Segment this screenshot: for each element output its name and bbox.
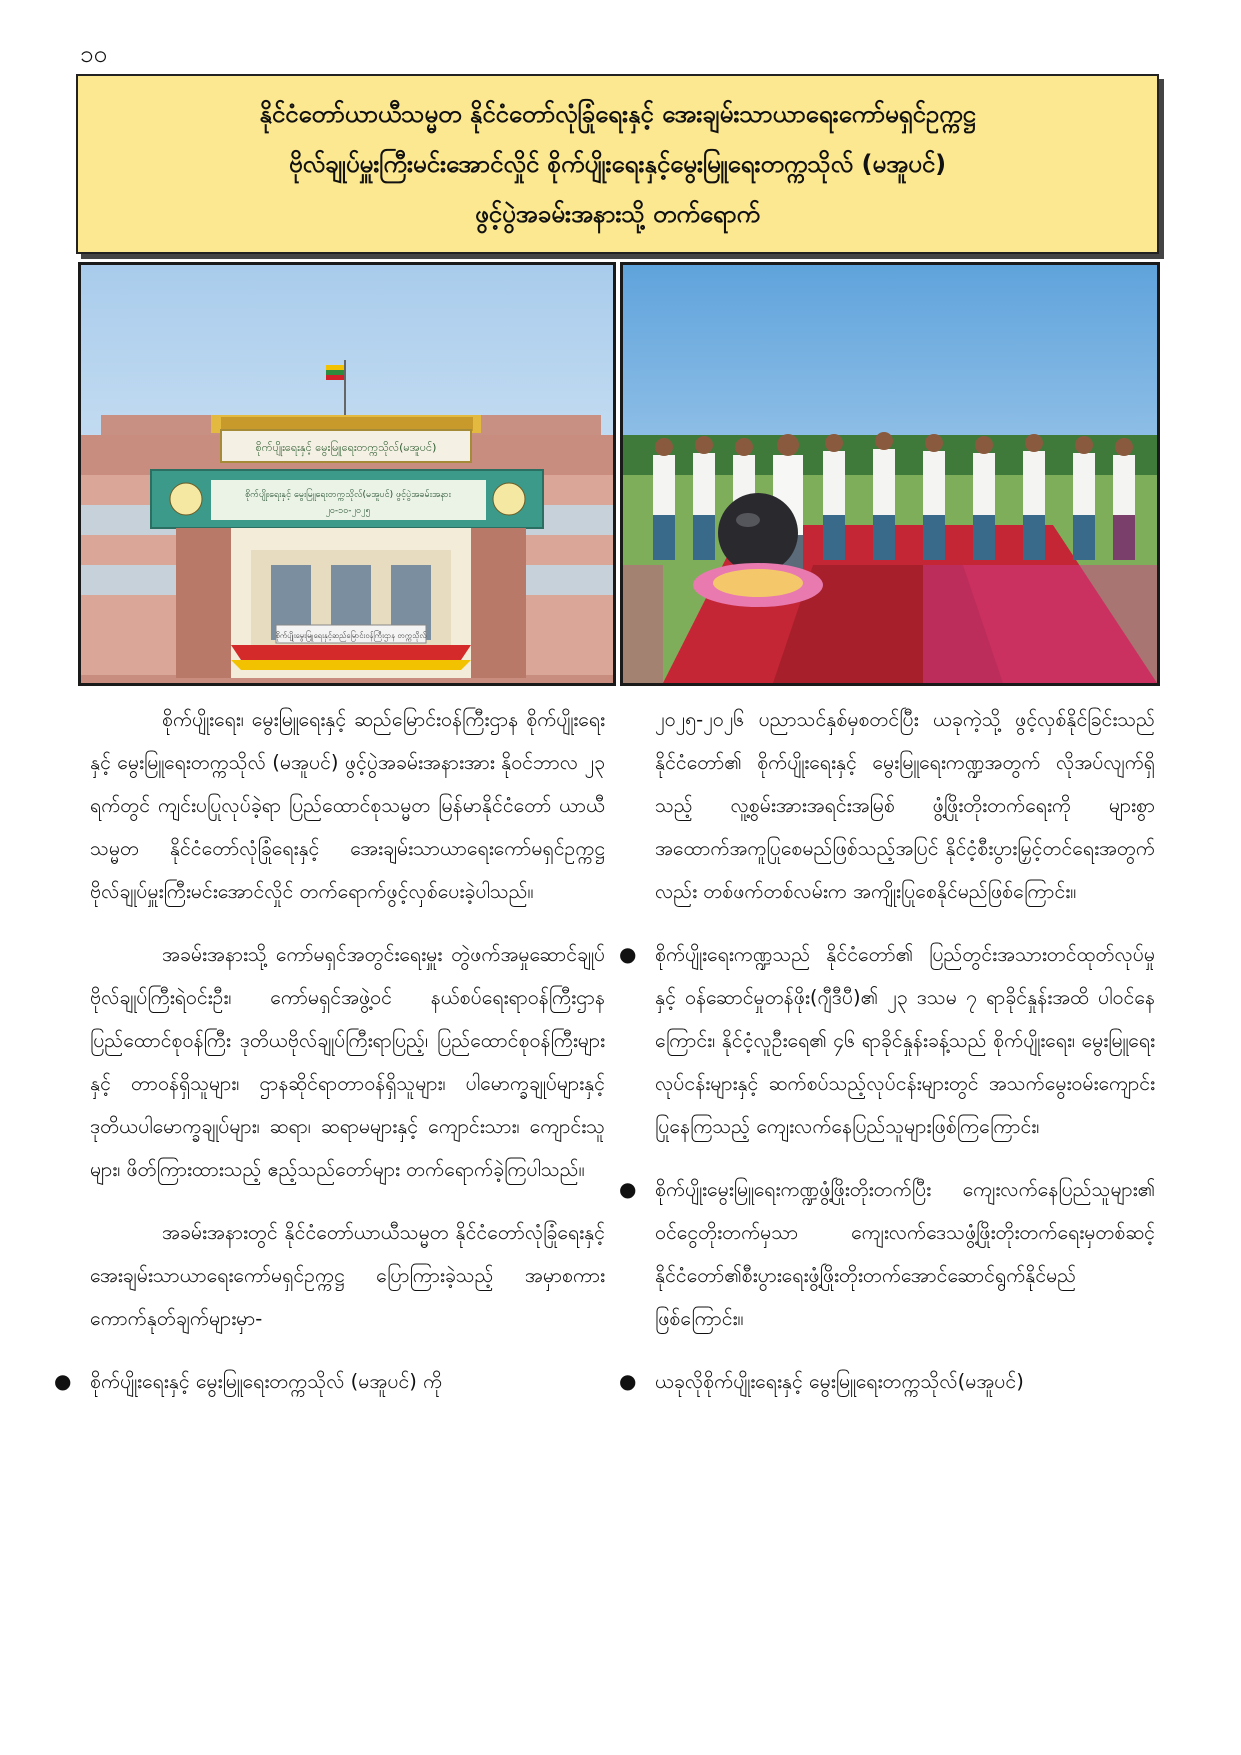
bullet-text: စိုက်ပျိုးရေးနှင့် မွေးမြူရေးတက္ကသိုလ် (မအူပင်) ကို: [90, 1370, 443, 1393]
headline-line-3: ဖွင့်ပွဲအခမ်းအနားသို့ တက်ရောက်: [474, 200, 761, 228]
bullet-text: စိုက်ပျိုးမွေးမြူရေးကဏ္ဍဖွံ့ဖြိုးတိုးတက်ပြီး ကျေးလက်နေပြည်သူများ၏ ဝင်ငွေတိုးတက်မှသာ ကျေးလက်ဒေသဖွံ့ဖြိုးတိုးတက်ရေးမှတစ်ဆင့် နိုင်ငံတော်၏စီးပွားရေးဖွံ့ဖြိုးတိုးတက်အောင်ဆောင်ရွက်နိုင်မည်ဖြစ်ကြောင်း။: [655, 1178, 1155, 1330]
headline-box: [76, 74, 1159, 254]
banner-main-text: စိုက်ပျိုးရေးနှင့် မွေးမြူရေးတက္ကသိုလ်(မအူပင်) ဖွင့်ပွဲအခမ်းအနား: [245, 490, 451, 500]
paragraph-intro: စိုက်ပျိုးရေး၊ မွေးမြူရေးနှင့် ဆည်မြောင်းဝန်ကြီးဌာန စိုက်ပျိုးရေးနှင့် မွေးမြူရေးတက္ကသိုလ် (မအူပင်) ဖွင့်ပွဲအခမ်းအနားအား နိုဝင်ဘာလ ၂၃ ရက်တွင် ကျင်းပပြုလုပ်ခဲ့ရာ ပြည်ထောင်စုသမ္မတ မြန်မာနိုင်ငံတော် ယာယီသမ္မတ နိုင်ငံတော်လုံခြုံရေးနှင့် အေးချမ်းသာယာရေးကော်မရှင်ဥက္ကဋ္ဌ ဗိုလ်ချုပ်မှူးကြီးမင်းအောင်လှိုင် တက်ရောက်ဖွင့်လှစ်ပေးခဲ့ပါသည်။: [90, 708, 605, 903]
paragraph-continuation: ၂၀၂၅-၂၀၂၆ ပညာသင်နှစ်မှစတင်ပြီး ယခုကဲ့သို့ ဖွင့်လှစ်နိုင်ခြင်းသည် နိုင်ငံတော်၏ စိုက်ပျိုးရေးနှင့် မွေးမြူရေးကဏ္ဍအတွက် လိုအပ်လျက်ရှိသည့် လူ့စွမ်းအားအရင်းအမြစ် ဖွံ့ဖြိုးတိုးတက်ရေးကို များစွာအထောက်အကူပြုစေမည်ဖြစ်သည့်အပြင် နိုင်ငံ့စီးပွားမြှင့်တင်ရေးအတွက်လည်း တစ်ဖက်တစ်လမ်းက အကျိုးပြုစေနိုင်မည်ဖြစ်ကြောင်း။: [655, 708, 1155, 903]
page-number: ၁၀: [80, 40, 107, 68]
left-text-column: [54, 698, 605, 1423]
bullet-text: ယခုလိုစိုက်ပျိုးရေးနှင့် မွေးမြူရေးတက္ကသိုလ်(မအူပင်): [655, 1370, 1024, 1393]
bullet-text: စိုက်ပျိုးရေးကဏ္ဍသည် နိုင်ငံတော်၏ ပြည်တွင်းအသားတင်ထုတ်လုပ်မှုနှင့် ဝန်ဆောင်မှုတန်ဖိုး(ဂျီဒီပီ)၏ ၂၃ ဒသမ ၇ ရာခိုင်နှုန်းအထိ ပါဝင်နေကြောင်း၊ နိုင်ငံ့လူဦးရေ၏ ၄၆ ရာခိုင်နှုန်းခန့်သည် စိုက်ပျိုးရေး၊ မွေးမြူရေးလုပ်ငန်းများနှင့် ဆက်စပ်သည့်လုပ်ငန်းများတွင် အသက်မွေးဝမ်းကျောင်းပြုနေကြသည့် ကျေးလက်နေပြည်သူများဖြစ်ကြကြောင်း၊: [655, 943, 1155, 1138]
bullet-item: [54, 1360, 605, 1403]
headline-line-2: ဗိုလ်ချုပ်မှူးကြီးမင်းအောင်လှိုင် စိုက်ပျိုးရေးနှင့်မွေးမြူရေးတက္ကသိုလ် (မအူပင်): [288, 150, 947, 178]
university-building-photo: [78, 262, 616, 686]
paragraph-attendees: အခမ်းအနားသို့ ကော်မရှင်အတွင်းရေးမှူး တွဲဖက်အမှုဆောင်ချုပ် ဗိုလ်ချုပ်ကြီးရဲဝင်းဦး၊ ကော်မရှင်အဖွဲ့ဝင် နယ်စပ်ရေးရာဝန်ကြီးဌာန ပြည်ထောင်စုဝန်ကြီး ဒုတိယဗိုလ်ချုပ်ကြီးရာပြည့်၊ ပြည်ထောင်စုဝန်ကြီးများနှင့် တာဝန်ရှိသူများ၊ ဌာနဆိုင်ရာတာဝန်ရှိသူများ၊ ပါမောက္ခချုပ်များနှင့် ဒုတိယပါမောက္ခချုပ်များ၊ ဆရာ၊ ဆရာမများနှင့် ကျောင်းသား၊ ကျောင်းသူများ၊ ဖိတ်ကြားထားသည့် ဧည့်သည်တော်များ တက်ရောက်ခဲ့ကြပါသည်။: [90, 943, 605, 1181]
paragraph-speech-intro: အခမ်းအနားတွင် နိုင်ငံတော်ယာယီသမ္မတ နိုင်ငံတော်လုံခြုံရေးနှင့် အေးချမ်းသာယာရေးကော်မရှင်ဥက္ကဋ္ဌ ပြောကြားခဲ့သည့် အမှာစကားကောက်နုတ်ချက်များမှာ-: [90, 1221, 605, 1330]
ceremony-photo: [620, 262, 1160, 686]
bullet-icon: ●: [619, 1177, 637, 1201]
bullet-item: [619, 1360, 1155, 1403]
banner-top-text: စိုက်ပျိုးရေးနှင့် မွေးမြူရေးတက္ကသိုလ်(မအူပင်): [255, 441, 437, 454]
headline-line-1: နိုင်ငံတော်ယာယီသမ္မတ နိုင်ငံတော်လုံခြုံရေးနှင့် အေးချမ်းသာယာရေးကော်မရှင်ဥက္ကဋ္ဌ: [259, 100, 976, 128]
bullet-icon: ●: [54, 1369, 72, 1393]
bullet-item: [619, 1168, 1155, 1340]
right-text-column: [619, 698, 1155, 1423]
bullet-item: [619, 933, 1155, 1148]
sign-bottom-text: စိုက်ပျိုးမွေးမြူရေးနှင့်ဆည်မြောင်းဝန်ကြီးဌာန တက္ကသိုလ်: [275, 631, 427, 640]
bullet-icon: ●: [619, 942, 637, 966]
ceremony-illustration: [623, 265, 1157, 683]
building-illustration: [81, 265, 613, 683]
bullet-icon: ●: [619, 1369, 637, 1393]
banner-date-text: ၂၀-၁၀-၂၀၂၅: [325, 506, 371, 516]
